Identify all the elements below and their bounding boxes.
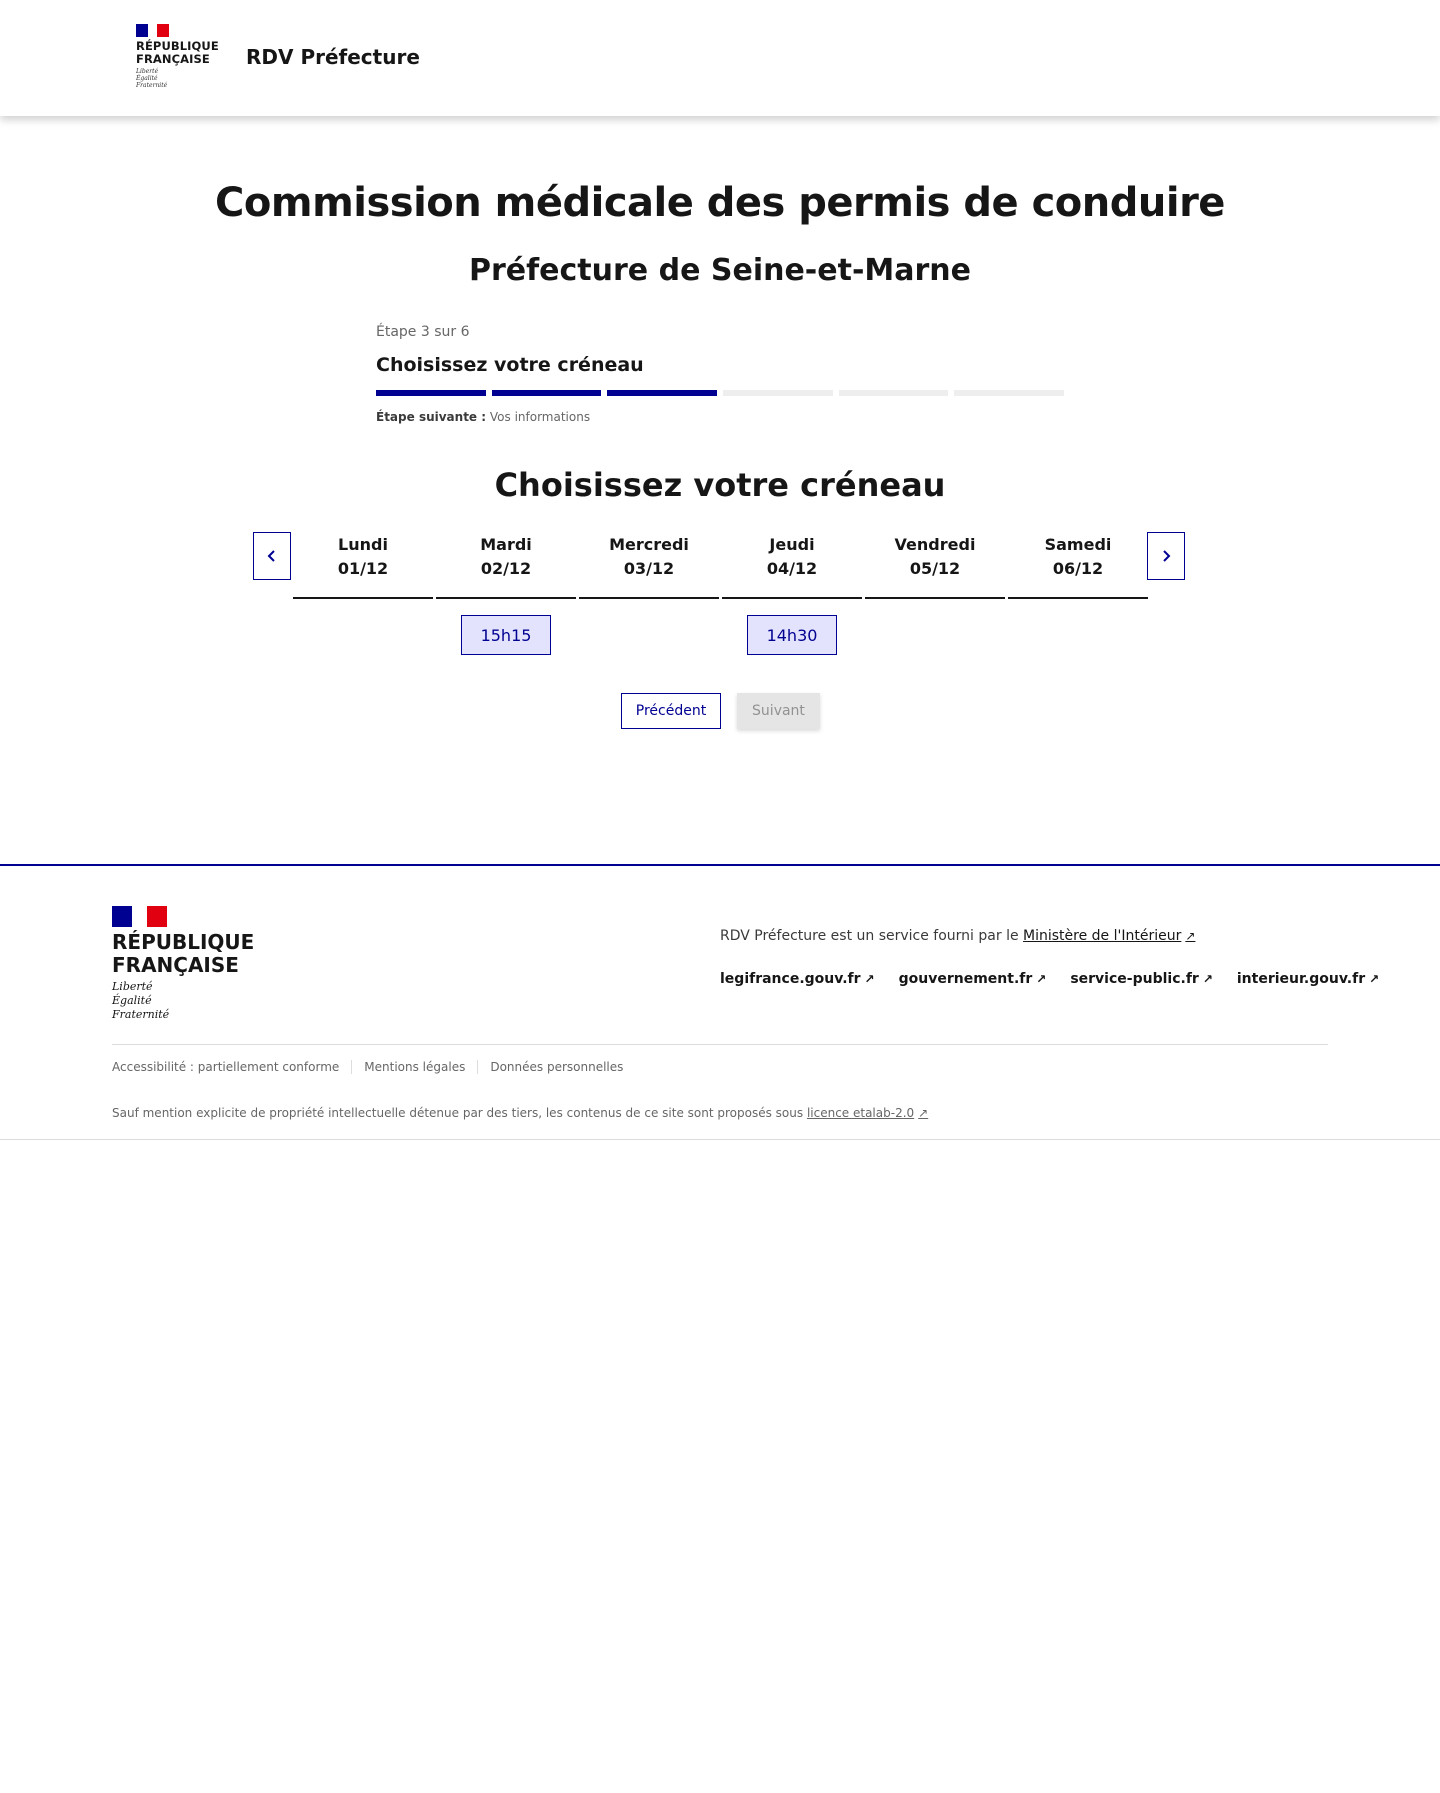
footer-bottom-link[interactable]: Données personnelles xyxy=(477,1060,635,1074)
day-header xyxy=(722,533,862,599)
next-week-button[interactable] xyxy=(1147,532,1185,580)
marianne-flag-icon xyxy=(112,906,167,927)
logo-text xyxy=(136,39,219,66)
external-link-icon: ↗ xyxy=(1369,972,1380,986)
footer-license xyxy=(112,1106,928,1120)
footer-logo-line-2: FRANÇAISE xyxy=(112,953,239,977)
external-link-icon: ↗ xyxy=(1202,972,1213,986)
external-link-icon: ↗ xyxy=(918,1106,929,1120)
day-date: 03/12 xyxy=(623,559,675,578)
day-name: Jeudi xyxy=(769,535,815,554)
day-slots xyxy=(1008,599,1148,675)
motto-line: Liberté xyxy=(136,68,159,75)
day-header xyxy=(579,533,719,599)
site-title[interactable]: RDV Préfecture xyxy=(246,45,420,69)
ministere-link-label: Ministère de l'Intérieur xyxy=(1023,928,1182,944)
page-title: Commission médicale des permis de conduire xyxy=(215,180,1225,226)
footer-link[interactable] xyxy=(1070,971,1213,987)
day-slots xyxy=(579,599,719,675)
footer-link-label: service-public.fr xyxy=(1070,971,1199,987)
motto-line: Égalité xyxy=(112,994,152,1007)
footer-link[interactable] xyxy=(720,971,875,987)
day-slots xyxy=(865,599,1005,675)
license-text: Sauf mention explicite de propriété intellectuelle détenue par des tiers, les contenus de ce site sont proposés sous xyxy=(112,1106,804,1120)
stepper-bar xyxy=(376,390,486,396)
day-header xyxy=(1008,533,1148,599)
site-header xyxy=(0,0,1440,116)
day-date: 04/12 xyxy=(766,559,818,578)
time-slot-button[interactable]: 14h30 xyxy=(747,615,837,655)
day-name: Mardi xyxy=(480,535,532,554)
previous-button[interactable]: Précédent xyxy=(621,693,721,729)
day-header xyxy=(293,533,433,599)
stepper-bar xyxy=(839,390,949,396)
stepper-next xyxy=(376,410,1064,424)
day-slots xyxy=(722,599,862,675)
section-title: Choisissez votre créneau xyxy=(494,466,946,504)
external-link-icon: ↗ xyxy=(1036,972,1047,986)
stepper-bar xyxy=(607,390,717,396)
day-column xyxy=(436,533,576,675)
stepper-next-label: Étape suivante : xyxy=(376,410,487,424)
day-column xyxy=(579,533,719,675)
stepper-next-value: Vos informations xyxy=(489,410,591,424)
ministere-link[interactable] xyxy=(1023,928,1195,944)
day-column xyxy=(865,533,1005,675)
stepper-progress xyxy=(376,390,1064,396)
external-link-icon: ↗ xyxy=(1185,929,1196,943)
stepper-count: Étape 3 sur 6 xyxy=(376,324,470,340)
day-date: 05/12 xyxy=(909,559,961,578)
day-name: Lundi xyxy=(338,535,388,554)
footer-bottom-links xyxy=(112,1060,635,1074)
day-header xyxy=(865,533,1005,599)
day-slots xyxy=(436,599,576,675)
day-column xyxy=(1008,533,1148,675)
stepper-current-step: Choisissez votre créneau xyxy=(376,354,644,376)
stepper-bar xyxy=(723,390,833,396)
license-link-label: licence etalab-2.0 xyxy=(806,1106,915,1120)
footer-logo-line-1: RÉPUBLIQUE xyxy=(112,930,255,954)
motto-line: Fraternité xyxy=(136,82,168,89)
next-button[interactable]: Suivant xyxy=(737,693,820,729)
logo-line-2: FRANÇAISE xyxy=(136,51,210,66)
day-column xyxy=(722,533,862,675)
previous-week-button[interactable] xyxy=(253,532,291,580)
motto-line: Fraternité xyxy=(112,1008,170,1021)
license-link[interactable] xyxy=(807,1106,928,1120)
day-name: Mercredi xyxy=(609,535,689,554)
footer-link-label: gouvernement.fr xyxy=(898,971,1033,987)
motto xyxy=(136,68,216,89)
motto-line: Égalité xyxy=(136,75,158,82)
day-date: 06/12 xyxy=(1052,559,1104,578)
footer-description-text: RDV Préfecture est un service fourni par le xyxy=(720,928,1019,944)
day-slots xyxy=(293,599,433,675)
footer-links xyxy=(720,971,1379,987)
stepper xyxy=(376,324,1064,424)
chevron-right-icon xyxy=(1160,549,1172,563)
footer-description xyxy=(720,928,1195,944)
footer-logo-text xyxy=(112,931,272,977)
logo-line-1: RÉPUBLIQUE xyxy=(136,39,219,53)
republique-francaise-logo[interactable] xyxy=(136,24,219,94)
footer-link-label: interieur.gouv.fr xyxy=(1236,971,1366,987)
footer-motto xyxy=(112,980,272,1022)
footer-link[interactable] xyxy=(1237,971,1379,987)
page-subtitle: Préfecture de Seine-et-Marne xyxy=(469,253,971,288)
footer-link-label: legifrance.gouv.fr xyxy=(720,971,861,987)
day-date: 02/12 xyxy=(480,559,532,578)
day-header xyxy=(436,533,576,599)
footer-bottom-link[interactable]: Mentions légales xyxy=(351,1060,477,1074)
stepper-bar xyxy=(492,390,602,396)
external-link-icon: ↗ xyxy=(864,972,875,986)
footer-bottom-link[interactable]: Accessibilité : partiellement conforme xyxy=(112,1060,340,1074)
day-column xyxy=(293,533,433,675)
day-name: Samedi xyxy=(1044,535,1112,554)
site-footer xyxy=(0,864,1440,1140)
day-name: Vendredi xyxy=(894,535,976,554)
day-date: 01/12 xyxy=(337,559,389,578)
footer-divider xyxy=(112,1044,1328,1045)
calendar-days xyxy=(293,533,1148,675)
chevron-left-icon xyxy=(266,549,278,563)
footer-logo[interactable] xyxy=(112,906,272,1022)
marianne-flag-icon xyxy=(136,24,169,37)
stepper-bar xyxy=(954,390,1064,396)
time-slot-button[interactable]: 15h15 xyxy=(461,615,551,655)
motto-line: Liberté xyxy=(112,980,153,993)
footer-link[interactable] xyxy=(899,971,1047,987)
